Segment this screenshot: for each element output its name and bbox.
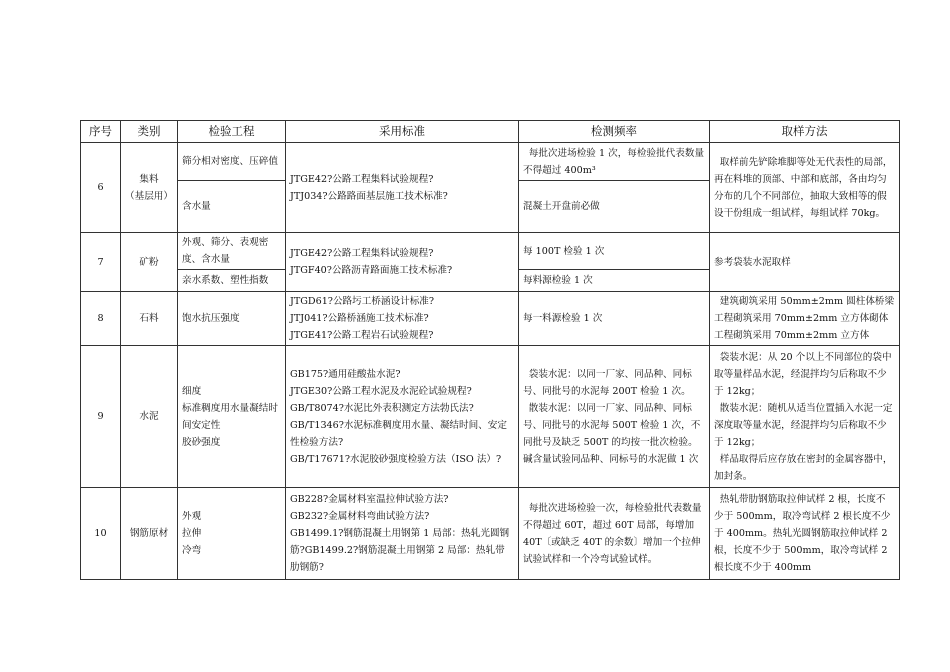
row-no: 9 — [81, 346, 121, 488]
sampling-cell: 取样前先铲除堆脚等处无代表性的局部，再在料堆的顶部、中部和底部，各由均匀分布的几个不同部位，抽取大致相等的假设干份组成一组试样，每组试样 70kg。 — [710, 143, 900, 233]
frequency-cell: 每 100T 检验 1 次 — [519, 233, 710, 270]
header-sampling: 取样方法 — [710, 121, 900, 143]
test-item: 外观、筛分、表观密度、含水量 — [178, 233, 286, 270]
test-item: 外观 拉伸 冷弯 — [178, 488, 286, 580]
table-row — [81, 143, 900, 181]
header-category: 类别 — [121, 121, 178, 143]
test-item: 亲水系数、塑性指数 — [178, 270, 286, 292]
inspection-table — [80, 120, 900, 580]
row-category: 集料 （基层用） — [121, 143, 178, 233]
header-frequency: 检测频率 — [519, 121, 710, 143]
frequency-bulk: 散装水泥：以同一厂家、同品种、同标号、同批号的水泥每 500T 检验 1 次，不同批号及缺乏 500T 的均按一批次检验。 — [523, 402, 701, 448]
sampling-cell — [710, 346, 900, 488]
row-no: 6 — [81, 143, 121, 233]
frequency-cell — [519, 346, 710, 488]
table-row — [81, 233, 900, 270]
standard-cell: JTGE42?公路工程集料试验规程? JTGF40?公路沥青路面施工技术标准? — [286, 233, 519, 292]
table-row — [81, 346, 900, 488]
row-category: 钢筋原材 — [121, 488, 178, 580]
test-item: 含水量 — [178, 181, 286, 233]
sampling-bagged: 袋装水泥：从 20 个以上不同部位的袋中取等量样品水泥，经混拌均匀后称取不少于 12kg； — [714, 351, 892, 397]
frequency-cell: 每料源检验 1 次 — [519, 270, 710, 292]
row-category: 水泥 — [121, 346, 178, 488]
sampling-bulk: 散装水泥：随机从适当位置插入水泥一定深度取等量水泥，经混拌均匀后称取不少于 12kg； — [714, 402, 893, 448]
header-no: 序号 — [81, 121, 121, 143]
sampling-cell: 建筑砌筑采用 50mm±2mm 圆柱体桥梁工程砌筑采用 70mm±2mm 立方体砌体工程砌筑采用 70mm±2mm 立方体 — [710, 292, 900, 346]
header-standard: 采用标准 — [286, 121, 519, 143]
row-no: 7 — [81, 233, 121, 292]
standard-cell: JTGD61?公路圬工桥涵设计标准? JTJ041?公路桥涵施工技术标准? JTGE41?公路工程岩石试验规程? — [286, 292, 519, 346]
row-no: 10 — [81, 488, 121, 580]
table-row — [81, 488, 900, 580]
frequency-cell: 每批次进场检验 1 次，每检验批代表数量不得超过 400m³ — [519, 143, 710, 181]
test-item: 饱水抗压强度 — [178, 292, 286, 346]
frequency-bagged: 袋装水泥：以同一厂家、同品种、同标号、同批号的水泥每 200T 检验 1 次。 — [523, 368, 692, 397]
row-category: 石料 — [121, 292, 178, 346]
row-category: 矿粉 — [121, 233, 178, 292]
standard-cell: GB175?通用硅酸盐水泥? JTGE30?公路工程水泥及水泥砼试验规程? GB/T8074?水泥比外表积测定方法勃氏法? GB/T1346?水泥标准稠度用水量、凝结时间、安定性检验方法? GB/T17671?水泥胶砂强度检验方法（ISO 法）? — [286, 346, 519, 488]
header-test-item: 检验工程 — [178, 121, 286, 143]
sampling-storage: 样品取得后应存放在密封的金属容器中，加封条。 — [714, 453, 893, 482]
standard-cell: JTGE42?公路工程集料试验规程? JTJ034?公路路面基层施工技术标准? — [286, 143, 519, 233]
frequency-cell: 每一料源检验 1 次 — [519, 292, 710, 346]
sampling-cell: 参考袋装水泥取样 — [710, 233, 900, 292]
table-header-row — [81, 121, 900, 143]
frequency-alkali: 碱含量试验同品种、同标号的水泥做 1 次 — [523, 453, 699, 465]
sampling-cell: 热轧带肋钢筋取拉伸试样 2 根，长度不少于 500mm，取冷弯试样 2 根长度不少于 400mm。热轧光圆钢筋取拉伸试样 2 根，长度不少于 500mm，取冷弯试样 2 根长度不少于 400mm — [710, 488, 900, 580]
test-item: 细度 标准稠度用水量凝结时间安定性 胶砂强度 — [178, 346, 286, 488]
frequency-cell: 每批次进场检验一次，每检验批代表数量不得超过 60T，超过 60T 局部，每增加 40T〔或缺乏 40T 的余数〕增加一个拉伸试验试样和一个冷弯试验试样。 — [519, 488, 710, 580]
frequency-cell: 混凝土开盘前必做 — [519, 181, 710, 233]
table-row — [81, 292, 900, 346]
test-item: 筛分相对密度、压碎值 — [178, 143, 286, 181]
row-no: 8 — [81, 292, 121, 346]
standard-cell: GB228?金属材料室温拉伸试验方法? GB232?金属材料弯曲试验方法? GB1499.1?钢筋混凝土用钢第 1 局部：热轧光圆钢筋?GB1499.2?钢筋混凝土用钢第 2 局部：热轧带肋钢筋? — [286, 488, 519, 580]
